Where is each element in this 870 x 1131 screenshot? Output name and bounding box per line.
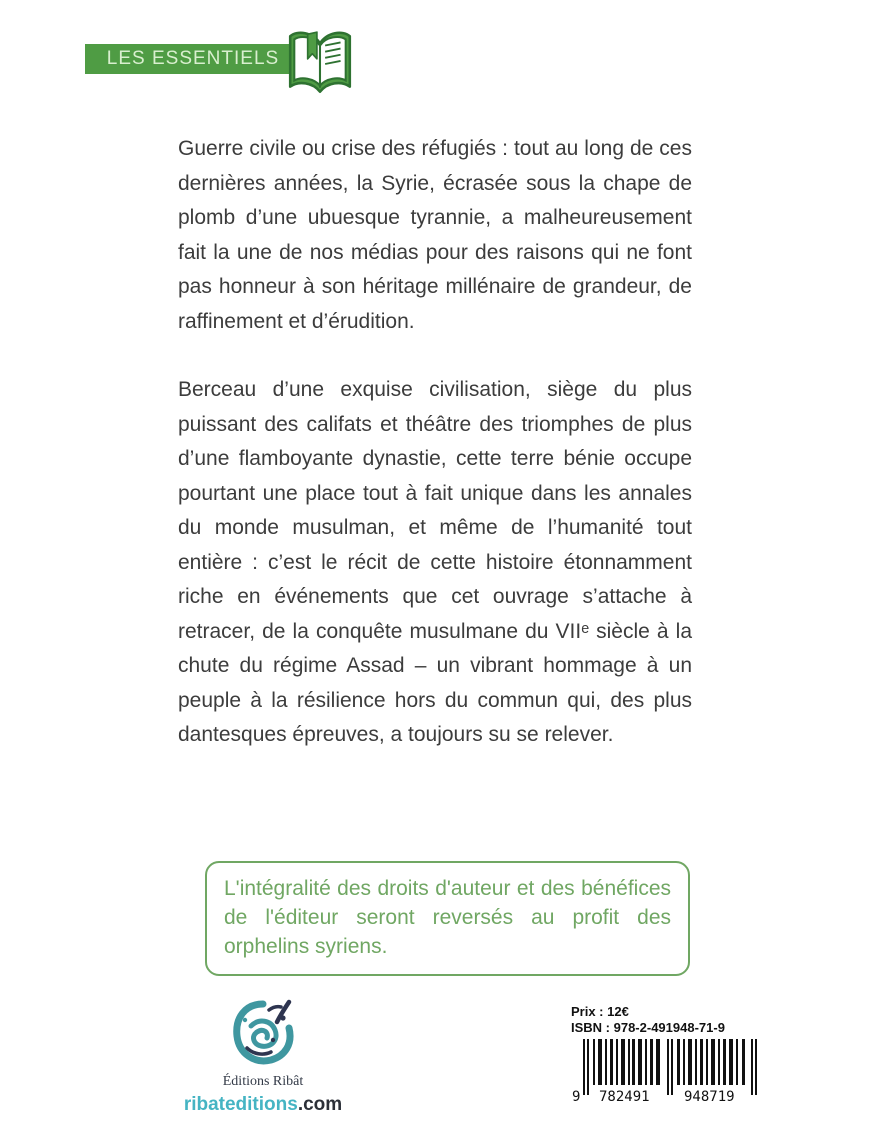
- price-isbn-barcode-block: [571, 1004, 771, 1105]
- synopsis-paragraph-1: Guerre civile ou crise des réfugiés : tout au long de ces dernières années, la Syrie, écrasée sous la chape de plomb d’une ubuesque tyrannie, a malheureusement fait la une de nos médias pour des raisons qui ne font pas honneur à son héritage millénaire de grandeur, de raffinement et d’érudition.: [178, 137, 692, 333]
- series-badge-label: LES ESSENTIELS: [106, 48, 280, 69]
- publisher-website: [184, 1094, 342, 1116]
- publisher-website-brand: ribateditions: [183, 1094, 298, 1115]
- series-badge: [85, 44, 301, 74]
- price-label: Prix : 12€: [571, 1004, 629, 1019]
- publisher-website-tld: .com: [297, 1094, 343, 1115]
- donation-note-box: [205, 861, 690, 976]
- barcode-digits-left: 782491: [599, 1089, 650, 1105]
- barcode-digits-right: 948719: [684, 1089, 735, 1105]
- publisher-name: Éditions Ribât: [222, 1074, 304, 1089]
- barcode-digit-first: 9: [572, 1089, 581, 1105]
- donation-note-text: L'intégralité des droits d'auteur et des bénéfices de l'éditeur seront reversés au profit des orphelins syriens.: [224, 877, 671, 958]
- ean-barcode-icon: [571, 1039, 761, 1105]
- arabic-calligraphy-icon: [225, 996, 301, 1072]
- synopsis: [178, 132, 692, 787]
- publisher-block: [178, 996, 348, 1116]
- open-book-icon: [287, 27, 353, 101]
- synopsis-paragraph-2: Berceau d’une exquise civilisation, siège du plus puissant des califats et théâtre des triomphes de plus d’une flamboyante dynastie, cette terre bénie occupe pourtant une place tout à fait unique dans les annales du monde musulman, et même de l’humanité tout entière : c’est le récit de cette histoire étonnamment riche en événements que cet ouvrage s’attache à retracer, de la conquête musulmane du VIIᵉ siècle à la chute du régime Assad – un vibrant hommage à un peuple à la résilience hors du commun qui, des plus dantesques épreuves, a toujours su se relever.: [178, 378, 692, 746]
- isbn-label: ISBN : 978-2-491948-71-9: [571, 1020, 725, 1035]
